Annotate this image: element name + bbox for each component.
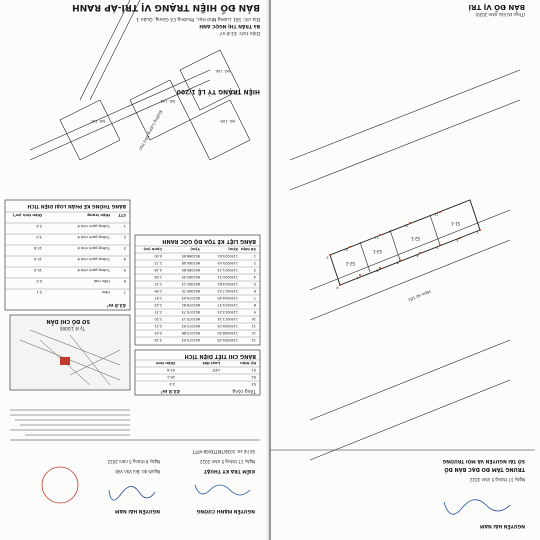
stats-cell: Tường gạch nhà ở — [77, 268, 110, 272]
coord-cell: 602085.80 — [181, 268, 200, 272]
corner-point-label: 9 — [326, 255, 329, 260]
owner-line: Bà TRẦN THỊ NGỌC ANH — [199, 23, 260, 28]
signature-role: KIỂM TRA KỸ THUẬT — [203, 468, 255, 473]
coord-cell: 602080.70 — [181, 289, 200, 293]
area-cell: S2 — [251, 375, 256, 379]
coord-header: Cạnh (m) — [143, 247, 162, 251]
corner-point-label: 10 — [344, 247, 349, 252]
corner-point-label: 1 — [476, 230, 479, 235]
coord-cell: 0.93 — [154, 331, 162, 335]
stats-cell: Tường gạch nhà ở — [77, 235, 110, 239]
coord-cell: 4.18 — [154, 268, 162, 272]
coord-header: Y(m) — [190, 247, 200, 251]
signature-scribble-1 — [195, 485, 250, 495]
address-line: Địa chỉ: 181 Lương Nhữ Học, Phường Cô Giang, Quận 1 — [136, 16, 260, 21]
coord-cell: 1190025.09 — [217, 261, 238, 265]
scale-label: HIỆN TRẠNG TỶ LỆ 1/200 — [176, 88, 260, 95]
area-header: Loại đất — [202, 361, 220, 366]
coord-cell: 2.58 — [154, 275, 162, 279]
stats-cell: 7 — [123, 290, 126, 294]
coordinate-table — [135, 235, 260, 345]
signature-strip — [10, 440, 260, 516]
signature-name-2: NGUYỄN HẢI NAM — [115, 508, 160, 513]
coord-header: Số hiệu — [240, 247, 256, 251]
parcel-label-2: NG. 10B — [160, 99, 175, 103]
coord-cell: 0.00 — [154, 254, 162, 258]
right-date: Ngày 17 tháng 5 năm 2022 — [469, 477, 525, 482]
corner-point-label: 6 — [376, 268, 379, 273]
stats-table-title: BẢNG THỐNG KÊ PHÂN LOẠI DIỆN TÍCH — [27, 203, 126, 208]
coord-header: X(m) — [228, 247, 238, 251]
signature-name-1: NGUYỄN MẠNH CƯỜNG — [196, 508, 255, 513]
stats-total: 43.8 m² — [106, 302, 126, 307]
coord-cell: 8 — [253, 303, 256, 307]
stats-cell: 10.8 — [33, 246, 42, 250]
corner-point-label: 12 — [404, 223, 409, 228]
coord-cell: 1190019.82 — [217, 282, 238, 286]
right-signature — [444, 500, 510, 515]
coord-cell: 1190017.23 — [217, 289, 238, 293]
right-agency: SỞ TÀI NGUYÊN VÀ MÔI TRƯỜNG — [442, 458, 525, 463]
coord-cell: 11 — [251, 324, 256, 328]
right-page — [270, 3, 535, 531]
stats-cell: 10.0 — [33, 268, 42, 272]
alley-label: Hẻm số 181 — [407, 289, 432, 303]
right-signer: NGUYỄN HẢI NAM — [480, 523, 525, 528]
parcel-label-1: NG. 10A — [215, 69, 230, 73]
stats-table — [5, 200, 130, 310]
coord-cell: 10 — [251, 317, 256, 321]
stats-cell: Hiên mái — [93, 279, 110, 283]
stats-cell: 3 — [123, 246, 126, 250]
coord-cell: 6 — [253, 289, 256, 293]
stats-cell: 15.0 — [33, 257, 42, 261]
sheet-title: BẢN ĐỒ HIỆN TRẠNG VỊ TRÍ-ÁP RANH — [72, 2, 260, 12]
coord-cell: 602079.03 — [181, 296, 200, 300]
area-note: Diện tích: 43.8 m² — [219, 30, 260, 35]
stats-header: Diện tích (m²) — [12, 213, 42, 218]
stats-header: STT — [117, 213, 126, 218]
coord-cell: 602084.48 — [181, 261, 200, 265]
corner-point-label: 2 — [456, 238, 459, 243]
corner-point-label: 8 — [336, 285, 339, 290]
parcel-label-s1: S1-1 — [450, 221, 460, 226]
coord-cell: 12 — [251, 331, 256, 335]
corner-point-label: 5 — [396, 260, 399, 265]
stats-cell: Hẻm — [101, 290, 110, 294]
parcel-label-4: NG. 10D — [220, 119, 235, 123]
area-table — [135, 350, 260, 395]
coord-cell: 2 — [253, 261, 256, 265]
coord-cell: 602076.82 — [181, 303, 200, 307]
signature-scribble-2 — [109, 486, 155, 500]
coord-cell: 1.87 — [154, 296, 162, 300]
coord-cell: 9 — [253, 310, 256, 314]
coord-cell: 602073.93 — [181, 324, 200, 328]
corner-point-label: 3 — [436, 245, 439, 250]
stats-cell: 1 — [123, 224, 126, 228]
signature-date-2: Ngày 9 tháng 5 năm 2022 — [107, 459, 160, 464]
coord-cell: 602075.13 — [181, 317, 200, 321]
signature-role-2: Người đo: Bùi Văn Việt — [115, 469, 160, 474]
coord-cell: 1190011.14 — [217, 317, 238, 321]
right-title: BẢN ĐỒ VỊ TRÍ — [468, 3, 525, 11]
area-cell: S1 — [251, 368, 256, 372]
coord-cell: 602073.66 — [181, 331, 200, 335]
left-page — [5, 0, 260, 516]
coord-cell: 3.18 — [154, 338, 162, 342]
area-total-label: Tổng cộng — [232, 388, 256, 393]
corner-point-label: 11 — [374, 235, 379, 240]
parcel-label-3: NG. 10C — [90, 119, 105, 123]
coord-cell: 602073.03 — [181, 338, 200, 342]
stats-cell: 2.4 — [36, 224, 42, 228]
right-center: TRUNG TÂM ĐO ĐẠC BẢN ĐỒ — [444, 466, 525, 472]
stats-cell: 5 — [123, 268, 126, 272]
coord-cell: 13 — [251, 338, 256, 342]
coord-cell: 1190016.40 — [217, 296, 238, 300]
stats-header: Hiện trạng — [87, 213, 110, 218]
stats-cell: Tường gạch nhà ở — [77, 246, 110, 250]
right-subtitle: (Theo tài liệu năm 2020) — [475, 12, 525, 17]
stats-cell: 3.0 — [36, 235, 42, 239]
coord-cell: 3 — [253, 268, 256, 272]
stamp-seal — [42, 467, 78, 503]
location-map — [10, 315, 130, 390]
coord-cell: 602075.75 — [181, 310, 200, 314]
coord-cell: 2.43 — [154, 303, 162, 307]
coord-cell: 7 — [253, 296, 256, 300]
corner-point-label: 7 — [356, 275, 359, 280]
coord-cell: 1190021.13 — [217, 268, 238, 272]
coord-cell: 1.32 — [154, 282, 162, 286]
stats-cell: Tường gạch nhà ở — [77, 224, 110, 228]
coord-cell: 4 — [253, 275, 256, 279]
corner-point-label: 13 — [434, 212, 439, 217]
coord-cell: 602082.13 — [181, 282, 200, 286]
location-map-subtitle: Tỷ lệ 1/2000 — [60, 326, 85, 331]
notes-block — [10, 410, 130, 435]
coord-cell: 1190008.40 — [217, 331, 238, 335]
stats-cell: 2 — [123, 235, 126, 239]
area-header: Diện tích — [155, 361, 175, 366]
coord-cell: 2.37 — [154, 310, 162, 314]
coord-cell: 2.21 — [154, 324, 162, 328]
area-table-title: BẢNG CHI TIẾT DIỆN TÍCH — [184, 353, 256, 359]
stats-cell: 6 — [123, 279, 126, 283]
coord-cell: 1 — [253, 254, 256, 258]
coord-cell: 1190009.29 — [217, 324, 238, 328]
area-total-value: 43.8 m² — [160, 388, 180, 393]
parcel-label-s2-2: S2-2 — [345, 261, 355, 266]
coord-cell: 1190015.37 — [217, 303, 238, 307]
coordinate-table-title: BẢNG LIỆT KÊ TỌA ĐỘ GÓC RANH — [162, 238, 256, 244]
coord-cell: 5 — [253, 282, 256, 286]
coord-cell: 1190013.25 — [217, 310, 238, 314]
coord-cell: 1190005.28 — [217, 338, 238, 342]
parcel-plan — [290, 70, 520, 460]
coord-cell: 2.13 — [154, 261, 162, 265]
coord-cell: 1190025.81 — [217, 254, 238, 258]
area-header: Ký hiệu — [240, 361, 256, 366]
coord-cell: 2.96 — [154, 289, 162, 293]
file-number: Số hồ sơ: 1038/TMTTĐ/08-VPTT — [192, 449, 255, 454]
area-cell: 43.8 — [166, 368, 175, 372]
area-cell: 26.1 — [166, 375, 175, 379]
area-cell: ODT — [212, 368, 220, 372]
coord-cell: 1190020.31 — [217, 275, 238, 279]
coord-cell: 602083.35 — [181, 275, 200, 279]
parcel-label-s3: S3-1 — [372, 249, 382, 254]
area-cell: 2.4 — [169, 382, 175, 386]
coord-cell: 602086.65 — [181, 254, 200, 258]
road-label: Đường Lương Nhữ Học — [137, 109, 164, 152]
coord-cell: 2.20 — [154, 317, 162, 321]
parcel-label-s2: S2-1 — [410, 236, 420, 241]
location-map-title: SƠ ĐỒ CHỈ DẪN — [46, 318, 90, 324]
area-cell: S3 — [251, 382, 256, 386]
stats-cell: 4 — [123, 257, 126, 261]
stats-cell: 2.1 — [36, 290, 42, 294]
stats-cell: 0.5 — [36, 279, 42, 283]
corner-point-label: 4 — [416, 253, 419, 258]
stats-cell: Tường gạch nhà ở — [77, 257, 110, 261]
signature-date-1: Ngày 17 tháng 5 năm 2022 — [199, 459, 255, 464]
